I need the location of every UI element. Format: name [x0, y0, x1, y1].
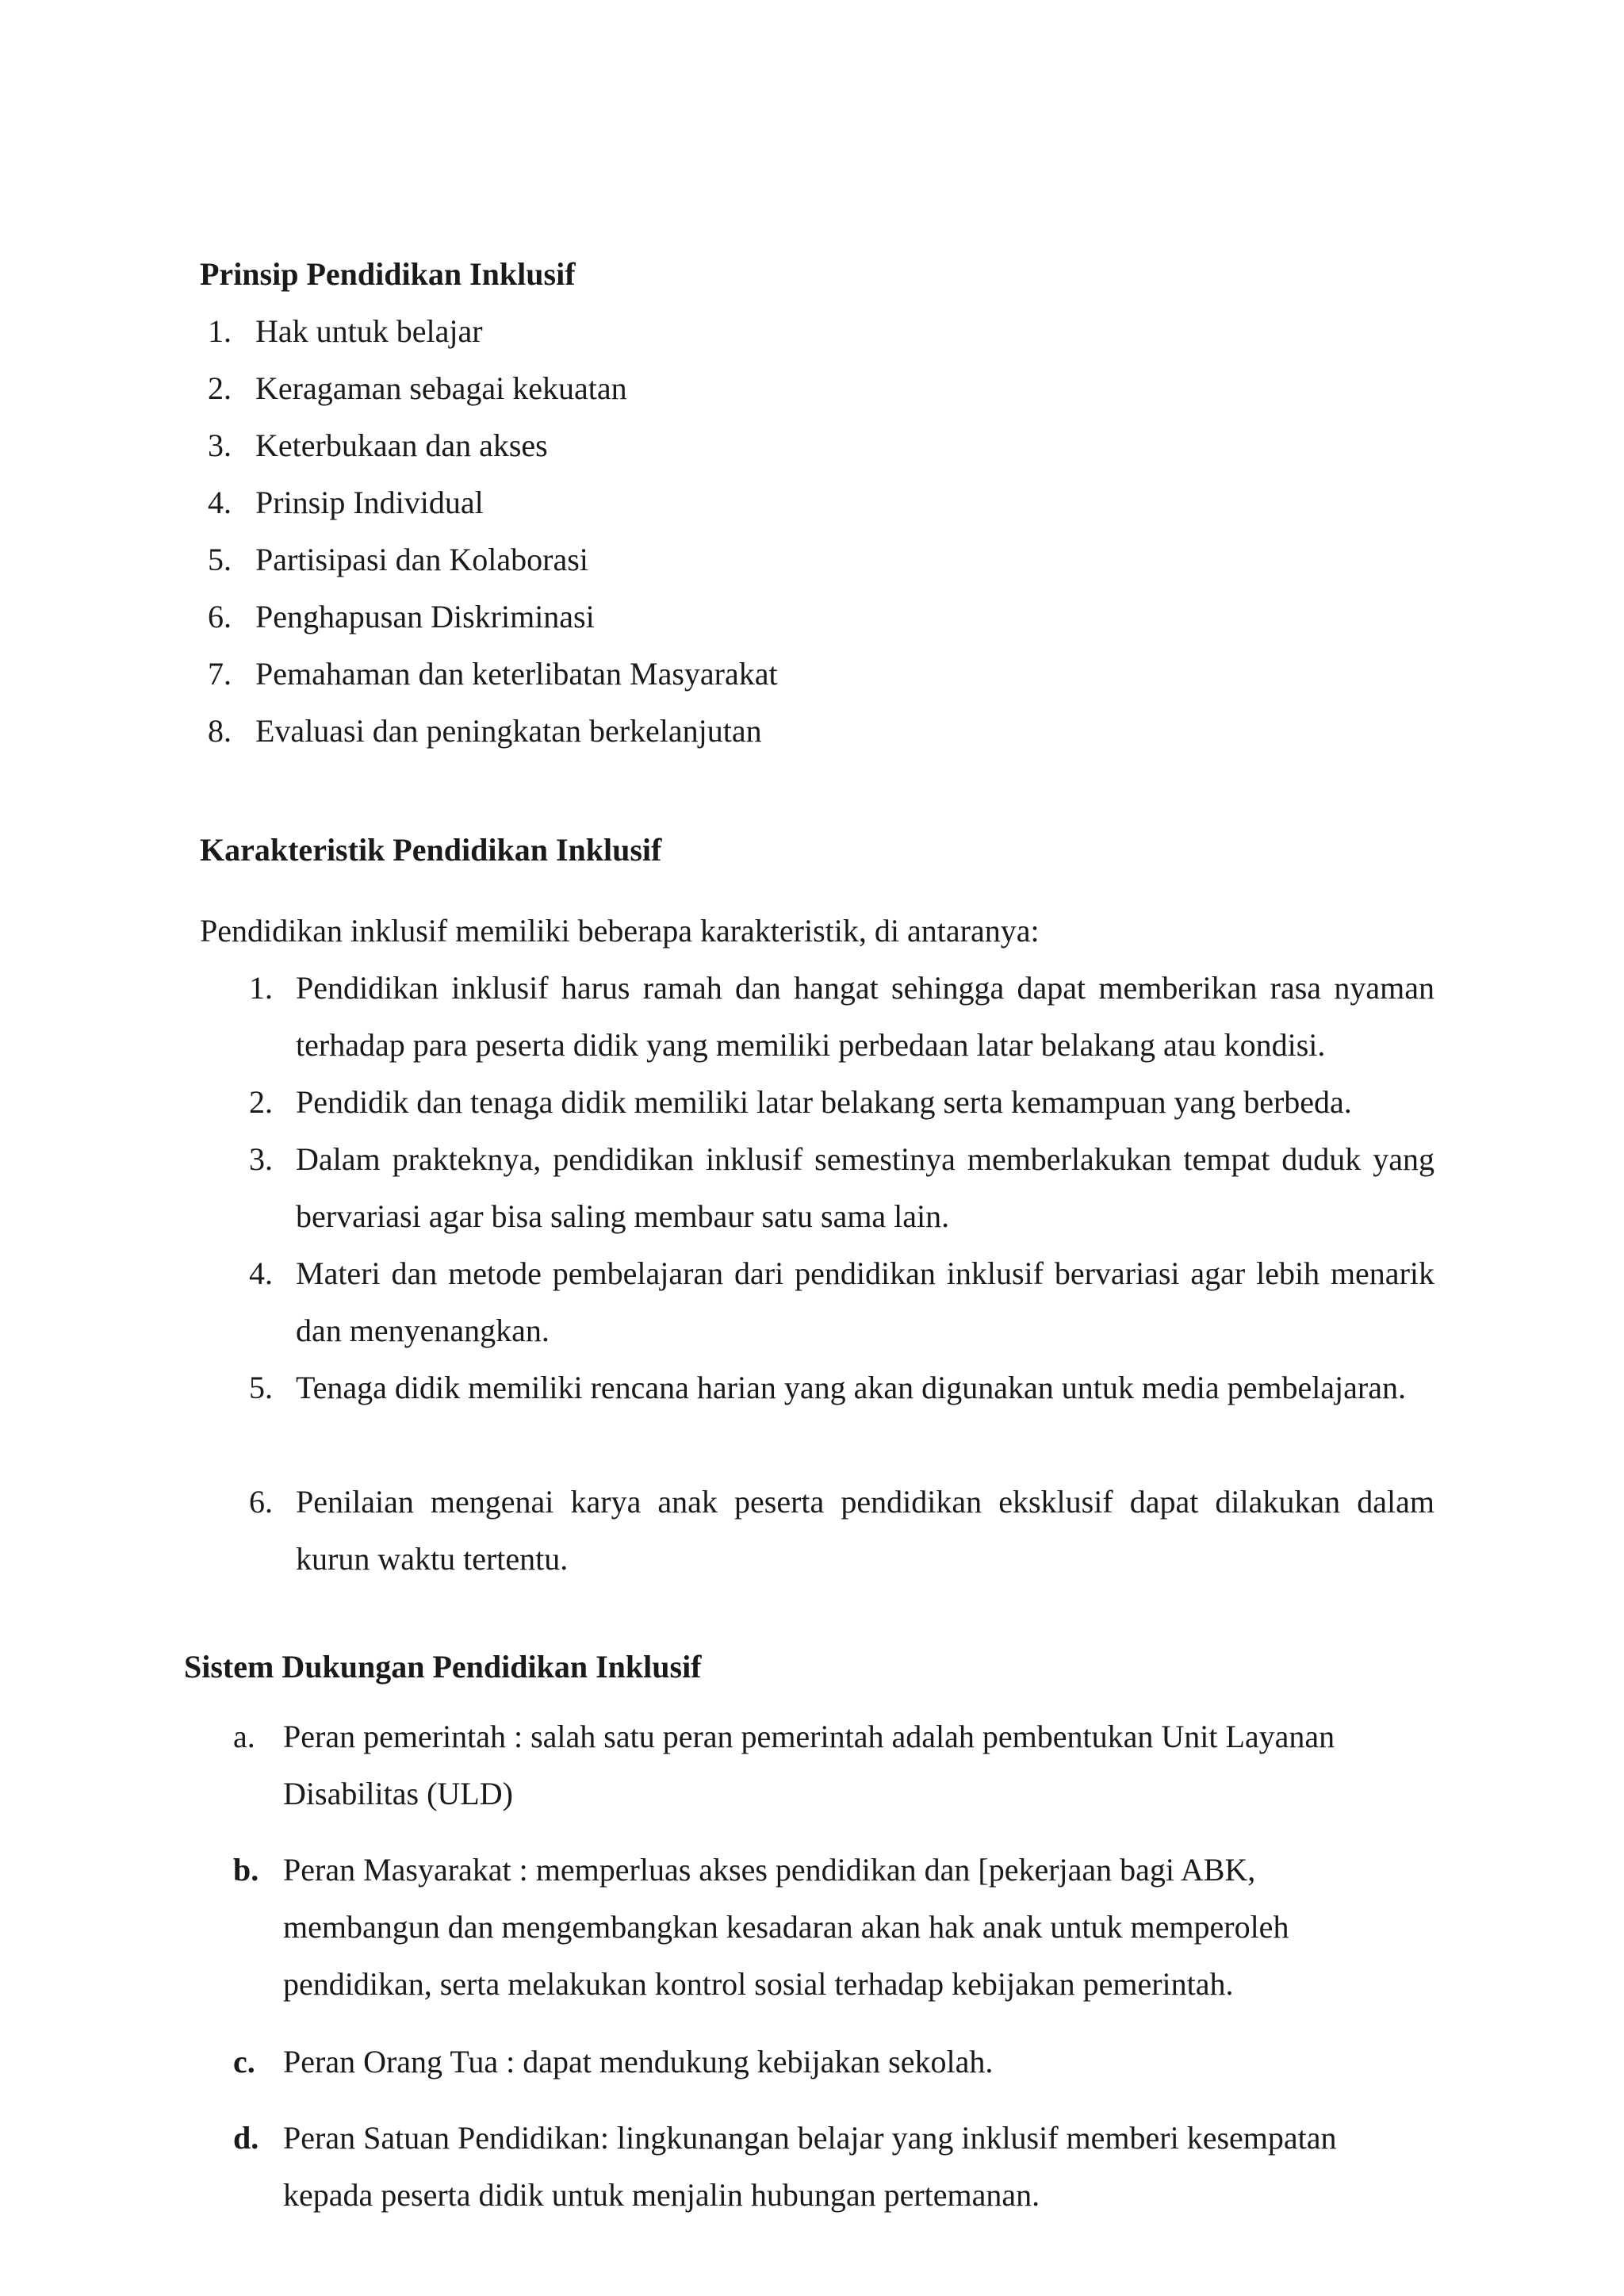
list-number: 1. [249, 970, 273, 1006]
list-number: 6. [249, 1484, 273, 1520]
list-text: Materi dan metode pembelajaran dari pendidikan inklusif bervariasi agar lebih menarik dan menyenangkan. [296, 1255, 1434, 1348]
list-text: Keterbukaan dan akses [255, 427, 548, 463]
list-marker: d. [233, 2120, 259, 2156]
list-text: Peran Orang Tua : dapat mendukung kebijakan sekolah. [283, 2044, 994, 2079]
heading-karakteristik: Karakteristik Pendidikan Inklusif [200, 832, 662, 868]
list-number: 8. [208, 713, 232, 749]
list-number: 5. [208, 542, 232, 577]
list-text: Penilaian mengenai karya anak peserta pendidikan eksklusif dapat dilakukan dalam kurun waktu tertentu. [296, 1484, 1434, 1577]
list-number: 6. [208, 599, 232, 634]
list-text: Penghapusan Diskriminasi [255, 599, 595, 634]
list-text: Pendidikan inklusif harus ramah dan hangat sehingga dapat memberikan rasa nyaman terhadap para peserta didik yang memiliki perbedaan latar belakang atau kondisi. [296, 970, 1434, 1063]
list-text: Keragaman sebagai kekuatan [255, 370, 627, 406]
list-text: Partisipasi dan Kolaborasi [255, 542, 588, 577]
heading-sistem-dukungan: Sistem Dukungan Pendidikan Inklusif [184, 1649, 702, 1685]
list-marker: c. [233, 2044, 255, 2079]
heading-prinsip: Prinsip Pendidikan Inklusif [200, 256, 576, 292]
list-number: 5. [249, 1370, 273, 1405]
list-text: Peran pemerintah : salah satu peran pemerintah adalah pembentukan Unit Layanan Disabilitas (ULD) [283, 1719, 1335, 1811]
list-marker: a. [233, 1719, 255, 1754]
list-number: 2. [249, 1084, 273, 1120]
karakteristik-intro: Pendidikan inklusif memiliki beberapa karakteristik, di antaranya: [200, 913, 1040, 949]
list-number: 2. [208, 370, 232, 406]
list-text: Dalam prakteknya, pendidikan inklusif semestinya memberlakukan tempat duduk yang bervariasi agar bisa saling membaur satu sama lain. [296, 1141, 1434, 1234]
list-text: Evaluasi dan peningkatan berkelanjutan [255, 713, 762, 749]
list-text: Peran Satuan Pendidikan: lingkunangan belajar yang inklusif memberi kesempatan kepada peserta didik untuk menjalin hubungan pertemanan. [283, 2120, 1337, 2213]
list-number: 3. [208, 427, 232, 463]
list-text: Pemahaman dan keterlibatan Masyarakat [255, 656, 778, 692]
list-number: 3. [249, 1141, 273, 1177]
list-marker: b. [233, 1852, 259, 1888]
list-text: Pendidik dan tenaga didik memiliki latar belakang serta kemampuan yang berbeda. [296, 1084, 1352, 1120]
list-text: Peran Masyarakat : memperluas akses pendidikan dan [pekerjaan bagi ABK, membangun dan mengembangkan kesadaran akan hak anak untuk memperoleh pendidikan, serta melakukan kontrol sosial terhadap kebijakan pemerintah. [283, 1852, 1289, 2002]
list-number: 4. [249, 1255, 273, 1291]
list-text: Prinsip Individual [255, 485, 484, 520]
list-number: 1. [208, 313, 232, 349]
list-text: Hak untuk belajar [255, 313, 483, 349]
list-text: Tenaga didik memiliki rencana harian yang akan digunakan untuk media pembelajaran. [296, 1370, 1406, 1405]
list-number: 4. [208, 485, 232, 520]
list-number: 7. [208, 656, 232, 692]
